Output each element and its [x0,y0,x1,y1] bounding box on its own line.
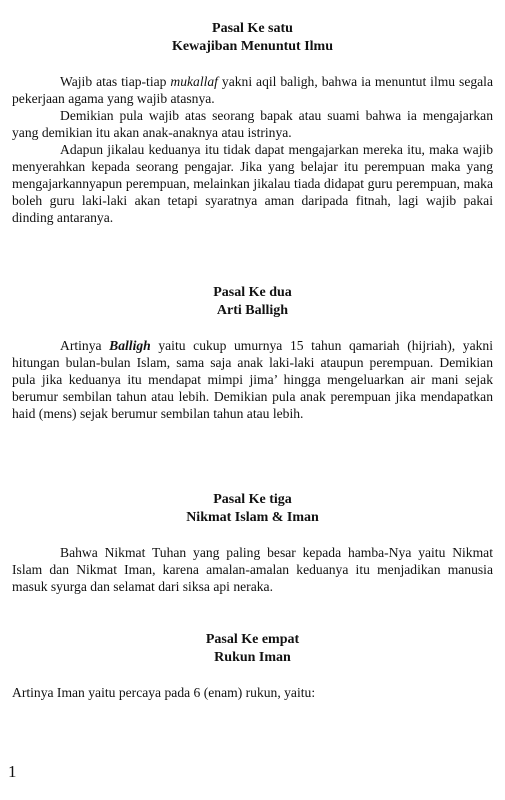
section-pasal-4 [12,631,493,701]
paragraph: Demikian pula wajib atas seorang bapak atau suami bahwa ia mengajarkan yang demikian itu akan anak-anaknya atau istrinya. [12,108,493,140]
section-pasal-1 [12,20,493,226]
section-subtitle: Arti Balligh [216,303,289,318]
text-run: Artinya [60,338,110,353]
section-title: Pasal Ke dua [213,285,292,300]
section-title: Pasal Ke satu [212,21,293,36]
section-pasal-3 [12,491,493,595]
text-run: yakni aqil baligh, bahwa ia menuntut ilmu segala pekerjaan agama yang wajib atasnya. [12,74,493,106]
paragraph [12,337,493,422]
section-pasal-2 [12,284,493,422]
italic-term: mukallaf [170,74,218,89]
page-number: 1 [8,762,17,781]
paragraph: Artinya Iman yaitu percaya pada 6 (enam) rukun, yaitu: [12,685,316,700]
text-run: yaitu cukup umurnya 15 tahun qamariah (hijriah), yakni hitungan bulan-bulan Islam, sama saja anak laki-laki ataupun perempuan. Demikian pula jika keduanya itu mendapat mimpi jima’ hingga mengeluarkan air mani sejak berumur sembilan tahun atau lebih. Demikian pula anak perempuan jika mendapatkan haid (mens) sejak berumur sembilan tahun atau lebih. [12,338,493,421]
paragraph: Adapun jikalau keduanya itu tidak dapat mengajarkan mereka itu, maka wajib menyerahkan kepada seorang pengajar. Jika yang belajar itu perempuan maka yang mengajarkannyapun perempuan, melainkan jikalau tiada didapat guru perempuan, maka boleh guru laki-laki akan tetapi syaratnya aman daripada fitnah, lagi wajib pakai dinding antaranya. [12,142,493,225]
bold-italic-term: Balligh [109,338,151,353]
section-title: Pasal Ke tiga [213,492,292,507]
section-subtitle: Kewajiban Menuntut Ilmu [171,39,334,54]
text-run: Wajib atas tiap-tiap [60,74,171,89]
section-subtitle: Rukun Iman [214,650,291,665]
paragraph [12,73,493,107]
paragraph: Bahwa Nikmat Tuhan yang paling besar kepada hamba-Nya yaitu Nikmat Islam dan Nikmat Iman, karena amalan-amalan keduanya itu menjadikan manusia masuk syurga dan selamat dari siksa api neraka. [12,545,493,594]
section-title: Pasal Ke empat [205,632,300,647]
section-subtitle: Nikmat Islam & Iman [186,510,319,525]
